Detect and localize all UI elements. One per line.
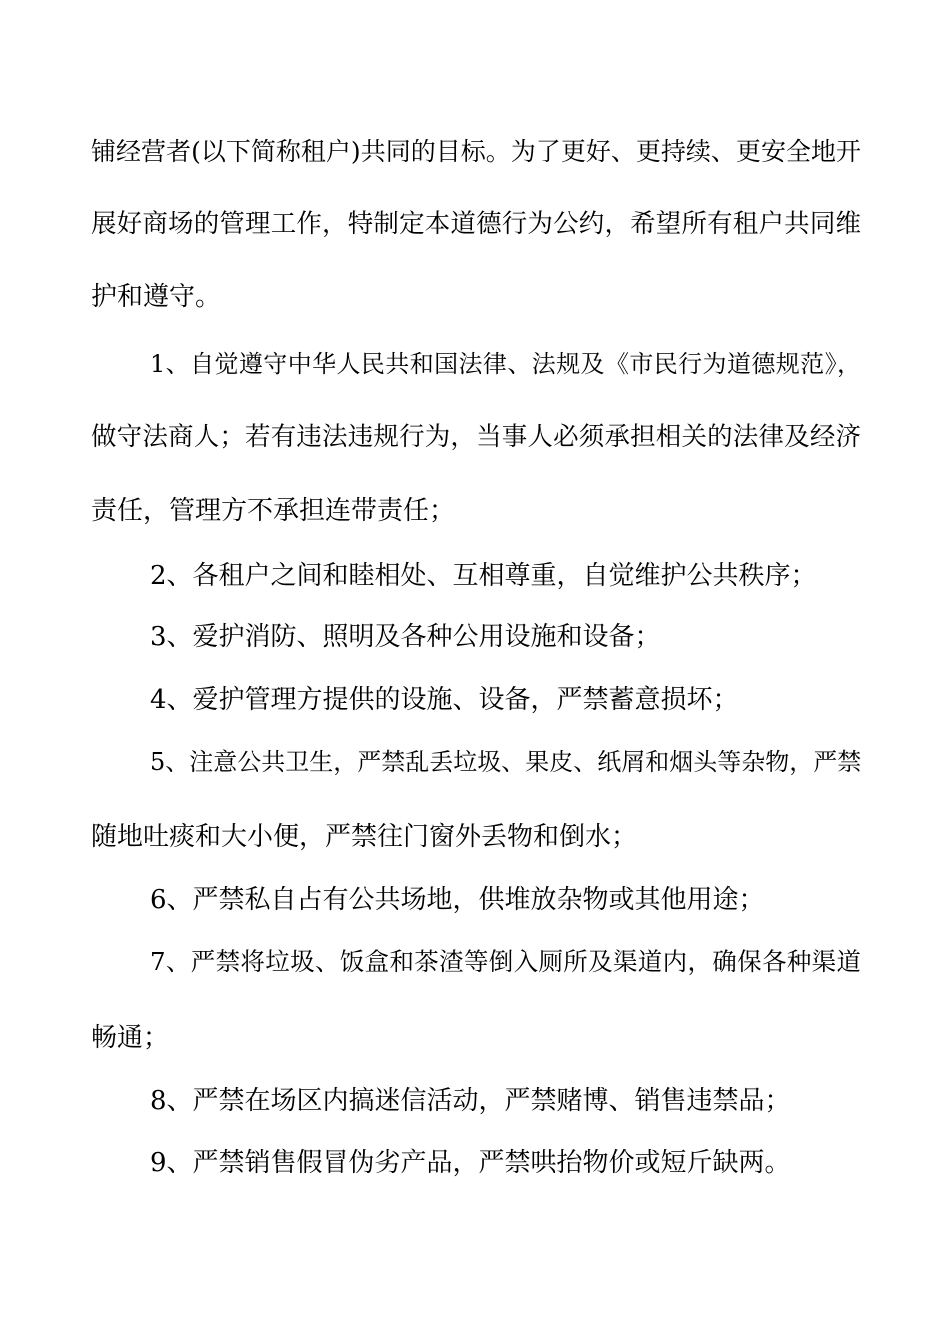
paragraph-line: 护和遵守。: [91, 282, 222, 312]
paragraph-line: 9、严禁销售假冒伪劣产品，严禁哄抬物价或短斤缺两。: [150, 1148, 791, 1178]
paragraph-line: 7、严禁将垃圾、饭盒和茶渣等倒入厕所及渠道内，确保各种渠道: [150, 947, 861, 976]
paragraph-line: 2、各租户之间和睦相处、互相尊重，自觉维护公共秩序；: [150, 561, 817, 591]
paragraph-line: 责任，管理方不承担连带责任；: [91, 496, 456, 526]
paragraph-line: 随地吐痰和大小便，严禁往门窗外丢物和倒水；: [91, 822, 638, 852]
paragraph-line: 8、严禁在场区内搞迷信活动，严禁赌博、销售违禁品；: [150, 1086, 791, 1116]
paragraph-line: 6、严禁私自占有公共场地，供堆放杂物或其他用途；: [150, 885, 765, 915]
paragraph-line: 做守法商人；若有违法违规行为，当事人必须承担相关的法律及经济: [91, 422, 861, 452]
paragraph-line: 5、注意公共卫生，严禁乱丢垃圾、果皮、纸屑和烟头等杂物，严禁: [150, 748, 861, 776]
paragraph-line: 3、爱护消防、照明及各种公用设施和设备；: [150, 622, 661, 652]
paragraph-line: 铺经营者(以下简称租户)共同的目标。为了更好、更持续、更安全地开: [91, 137, 861, 166]
paragraph-line: 1、自觉遵守中华人民共和国法律、法规及《市民行为道德规范》，: [150, 350, 861, 378]
paragraph-line: 展好商场的管理工作，特制定本道德行为公约，希望所有租户共同维: [91, 209, 861, 239]
paragraph-line: 4、爱护管理方提供的设施、设备，严禁蓄意损坏；: [150, 685, 739, 715]
paragraph-line: 畅通；: [91, 1023, 170, 1053]
